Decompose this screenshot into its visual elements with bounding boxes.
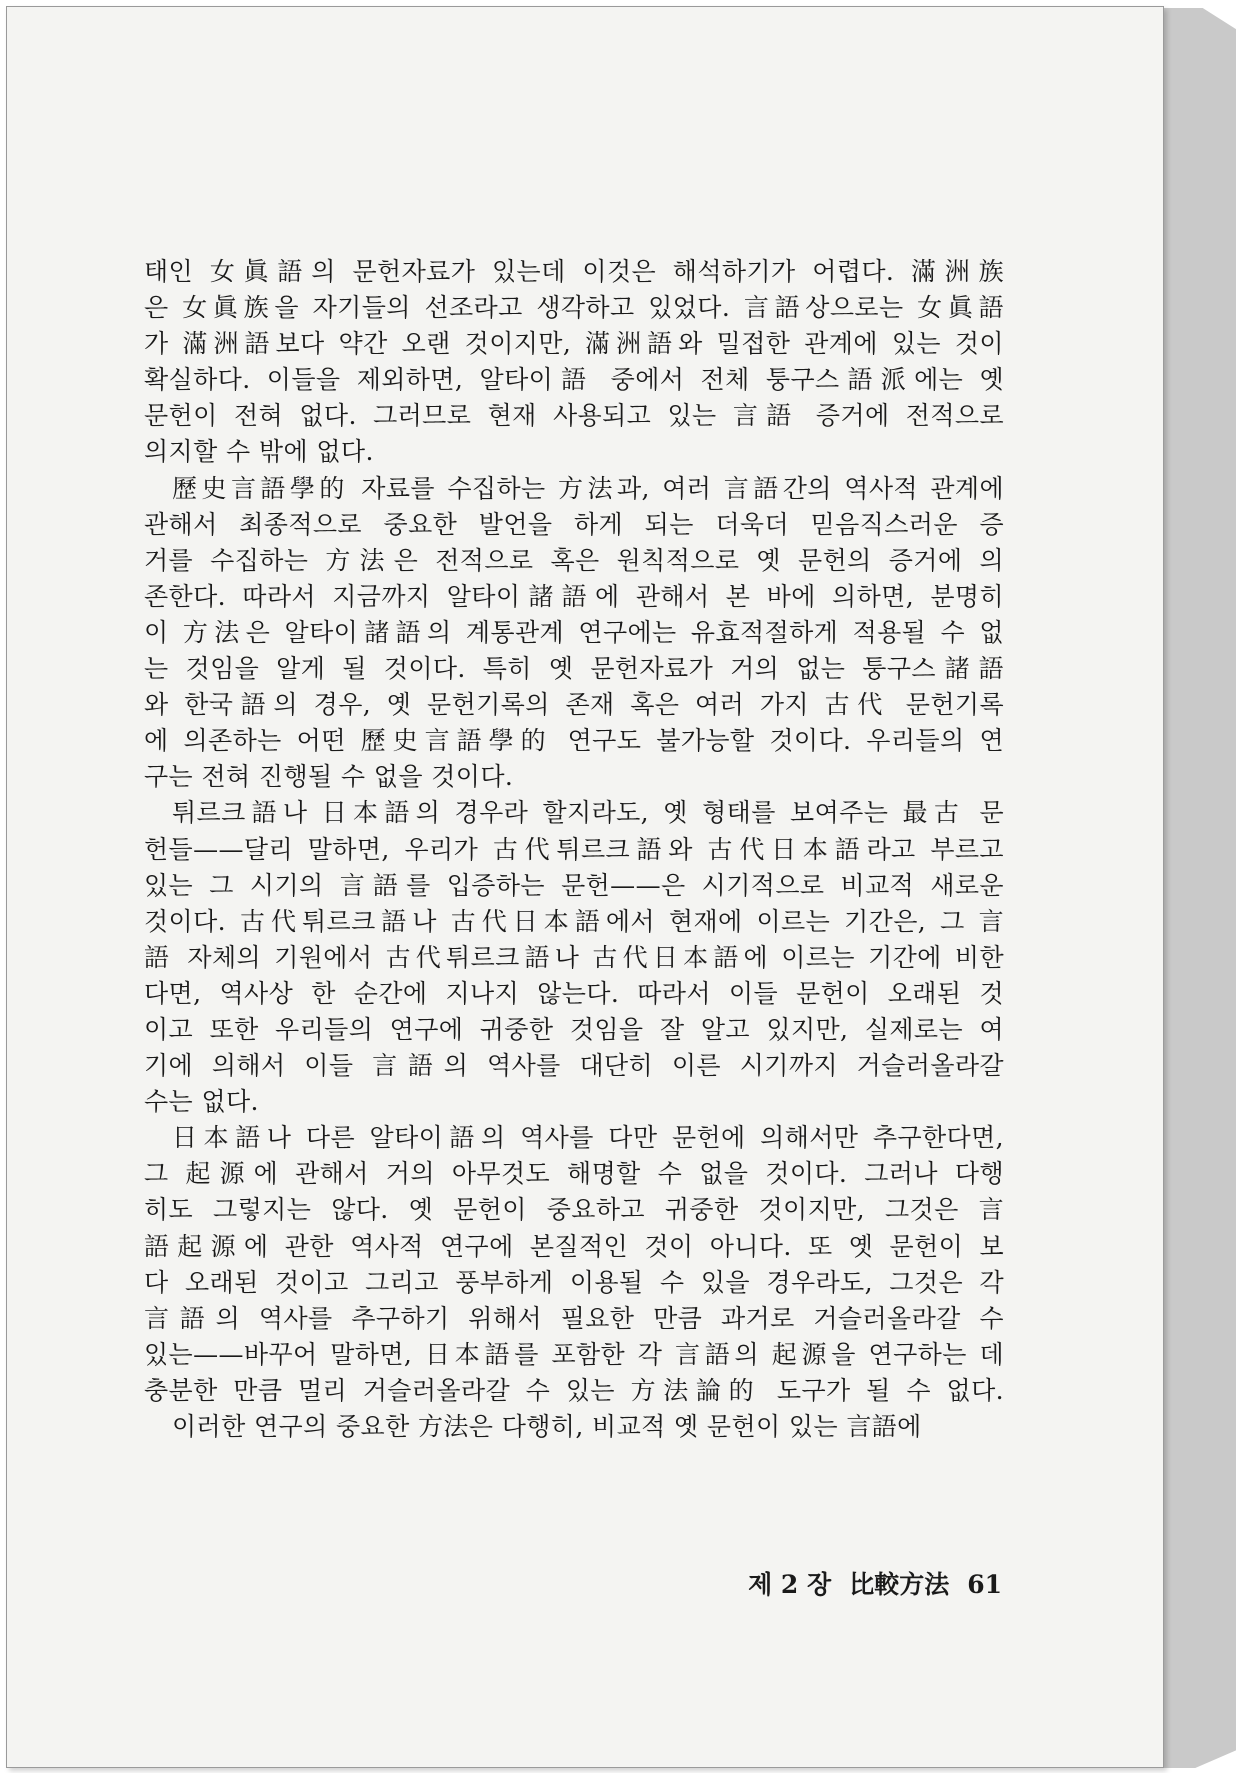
chapter-label: 제 2 장 [748,1570,832,1599]
text-line: 기에 의해서 이들 言語의 역사를 대단히 이른 시기까지 거슬러올라갈 [144,1051,1004,1081]
text-line: 것이다. 古代튀르크語나 古代日本語에서 현재에 이르는 기간은, 그 言 [144,906,1004,936]
text-line: 語起源에 관한 역사적 연구에 본질적인 것이 아니다. 또 옛 문헌이 보 [144,1231,1004,1261]
text-line: 관해서 최종적으로 중요한 발언을 하게 되는 더욱더 믿음직스러운 증 [144,509,1004,539]
text-line: 튀르크語나 日本語의 경우라 할지라도, 옛 형태를 보여주는 最古 문 [172,798,1004,828]
text-line: 의지할 수 밖에 없다. [144,437,374,467]
text-line: 문헌이 전혀 없다. 그러므로 현재 사용되고 있는 言語 증거에 전적으로 [144,401,1004,431]
chapter-title: 比較方法 [849,1570,950,1599]
text-line: 구는 전혀 진행될 수 없을 것이다. [144,762,514,792]
text-line: 수는 없다. [144,1087,259,1117]
text-line: 히도 그렇지는 않다. 옛 문헌이 중요하고 귀중한 것이지만, 그것은 言 [144,1195,1004,1225]
text-line: 이러한 연구의 중요한 方法은 다행히, 비교적 옛 문헌이 있는 言語에 [172,1412,922,1441]
text-line: 와 한국語의 경우, 옛 문헌기록의 존재 혹은 여러 가지 古代 문헌기록 [144,690,1004,720]
page-footer [736,1567,1002,1603]
text-line: 歷史言語學的 자료를 수집하는 方法과, 여러 言語간의 역사적 관계에 [172,473,1004,503]
text-line: 는 것임을 알게 될 것이다. 특히 옛 문헌자료가 거의 없는 퉁구스諸語 [144,654,1004,684]
text-line: 語 자체의 기원에서 古代튀르크語나 古代日本語에 이르는 기간에 비한 [144,942,1004,972]
text-line: 거를 수집하는 方法은 전적으로 혹은 원칙적으로 옛 문헌의 증거에 의 [144,545,1004,575]
text-line: 확실하다. 이들을 제외하면, 알타이語 중에서 전체 퉁구스語派에는 옛 [144,365,1004,395]
page-body-text [144,254,1004,1445]
text-line: 헌들——달리 말하면, 우리가 古代튀르크語와 古代日本語라고 부르고 [144,834,1004,864]
text-line: 다면, 역사상 한 순간에 지나지 않는다. 따라서 이들 문헌이 오래된 것 [144,978,1004,1008]
text-line: 言語의 역사를 추구하기 위해서 필요한 만큼 과거로 거슬러올라갈 수 [144,1303,1004,1333]
text-line: 가 滿洲語보다 약간 오랜 것이지만, 滿洲語와 밀접한 관계에 있는 것이 [144,329,1004,359]
text-line: 에 의존하는 어떤 歷史言語學的 연구도 불가능할 것이다. 우리들의 연 [144,726,1004,756]
text-line: 그 起源에 관해서 거의 아무것도 해명할 수 없을 것이다. 그러나 다행 [144,1159,1004,1189]
text-line: 이 方法은 알타이諸語의 계통관계 연구에는 유효적절하게 적용될 수 없 [144,617,1004,647]
text-line: 다 오래된 것이고 그리고 풍부하게 이용될 수 있을 경우라도, 그것은 각 [144,1267,1004,1297]
text-line: 日本語나 다른 알타이語의 역사를 다만 문헌에 의해서만 추구한다면, [172,1123,1004,1153]
text-line: 이고 또한 우리들의 연구에 귀중한 것임을 잘 알고 있지만, 실제로는 여 [144,1014,1004,1044]
text-line: 있는 그 시기의 言語를 입증하는 문헌——은 시기적으로 비교적 새로운 [144,870,1004,900]
text-line: 충분한 만큼 멀리 거슬러올라갈 수 있는 方法論的 도구가 될 수 없다. [144,1375,1004,1405]
text-line: 있는——바꾸어 말하면, 日本語를 포함한 각 言語의 起源을 연구하는 데 [144,1339,1004,1369]
page-stack-edge [1162,8,1236,1768]
page-number: 61 [967,1570,1002,1599]
text-line: 은 女眞族을 자기들의 선조라고 생각하고 있었다. 言語상으로는 女眞語 [144,293,1004,323]
text-line: 존한다. 따라서 지금까지 알타이諸語에 관해서 본 바에 의하면, 분명히 [144,581,1004,611]
text-line: 태인 女眞語의 문헌자료가 있는데 이것은 해석하기가 어렵다. 滿洲族 [144,257,1004,286]
